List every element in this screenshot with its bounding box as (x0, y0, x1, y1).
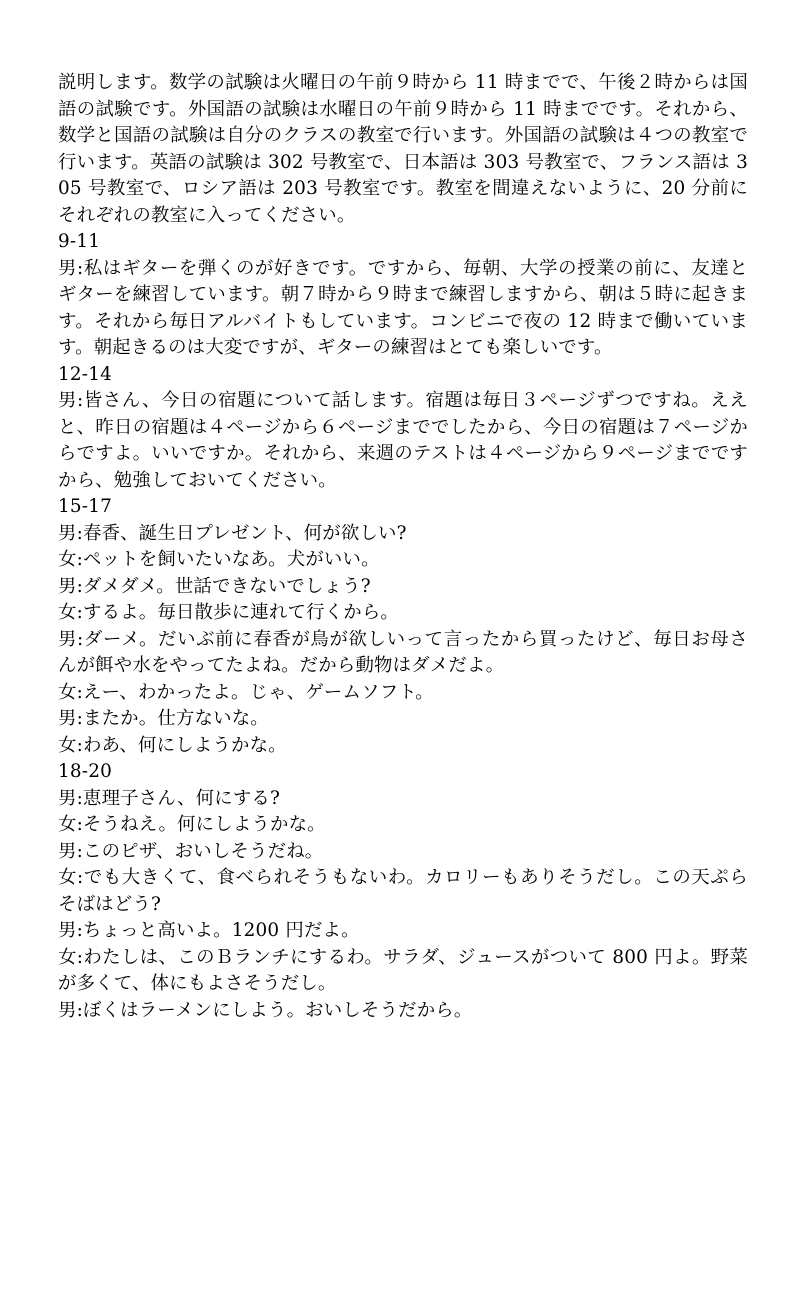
dialogue-line: 男:このピザ、おいしそうだね。 (58, 840, 324, 862)
section-15-17 (58, 494, 748, 759)
dialogue-line: 女:ペットを飼いたいなあ。犬がいい。 (58, 549, 380, 570)
dialogue-line: 女:そうねえ。何にしようかな。 (58, 814, 326, 835)
section-18-20 (58, 759, 748, 1024)
dialogue-line: 男:私はギターを弾くのが好きです。ですから、毎朝、大学の授業の前に、友達とギターを練習しています。朝７時から９時まで練習しますから、朝は５時に起きます。それから毎日アルバイトもしています。コンビニで夜の 12 時まで働いています。朝起きるのは大変ですが、ギターの練習はとても楽しいです。 (58, 257, 748, 358)
section-heading: 18-20 (58, 761, 113, 782)
dialogue-line: 女:するよ。毎日散歩に連れて行くから。 (58, 602, 400, 623)
intro-paragraph: 説明します。数学の試験は火曜日の午前９時から 11 時までで、午後２時からは国語の試験です。外国語の試験は水曜日の午前９時から 11 時までです。それから、数学と国語の試験は自分のクラスの教室で行います。外国語の試験は４つの教室で行います。英語の試験は 302 号教室で、日本語は 303 号教室で、フランス語は 305 号教室で、ロシア語は 203 号教室です。教室を間違えないように、20 分前にそれぞれの教室に入ってください。 (58, 72, 748, 226)
dialogue-line: 男:春香、誕生日プレゼント、何が欲しい? (58, 522, 407, 544)
section-12-14 (58, 362, 748, 495)
section-heading: 9-11 (58, 231, 101, 252)
dialogue-line: 女:でも大きくて、食べられそうもないわ。カロリーもありそうだし。この天ぷらそばはどう? (58, 867, 748, 915)
dialogue-line: 女:わたしは、このＢランチにするわ。サラダ、ジュースがついて 800 円よ。野菜が多くて、体にもよさそうだし。 (58, 946, 748, 994)
dialogue-line: 男:またか。仕方ないな。 (58, 708, 269, 729)
section-9-11 (58, 229, 748, 362)
dialogue-line: 男:ダメダメ。世話できないでしょう? (58, 575, 371, 597)
dialogue-line: 男:ぼくはラーメンにしよう。おいしそうだから。 (58, 999, 473, 1021)
dialogue-line: 男:ちょっと高いよ。1200 円だよ。 (58, 920, 360, 941)
dialogue-line: 男:恵理子さん、何にする? (58, 787, 281, 809)
section-heading: 12-14 (58, 363, 113, 385)
dialogue-line: 女:えー、わかったよ。じゃ、ゲームソフト。 (58, 681, 434, 703)
dialogue-line: 女:わあ、何にしようかな。 (58, 734, 287, 756)
dialogue-line: 男:ダーメ。だいぶ前に春香が鳥が欲しいって言ったから買ったけど、毎日お母さんが餌や水をやってたよね。だから動物はダメだよ。 (58, 628, 748, 676)
dialogue-line: 男:皆さん、今日の宿題について話します。宿題は毎日３ページずつですね。ええと、昨日の宿題は４ページから６ページまででしたから、今日の宿題は７ページからですよ。いいですか。それから、来週のテストは４ページから９ページまでですから、勉強しておいてください。 (58, 390, 748, 491)
transcript-document (58, 70, 748, 1024)
section-heading: 15-17 (58, 496, 113, 517)
